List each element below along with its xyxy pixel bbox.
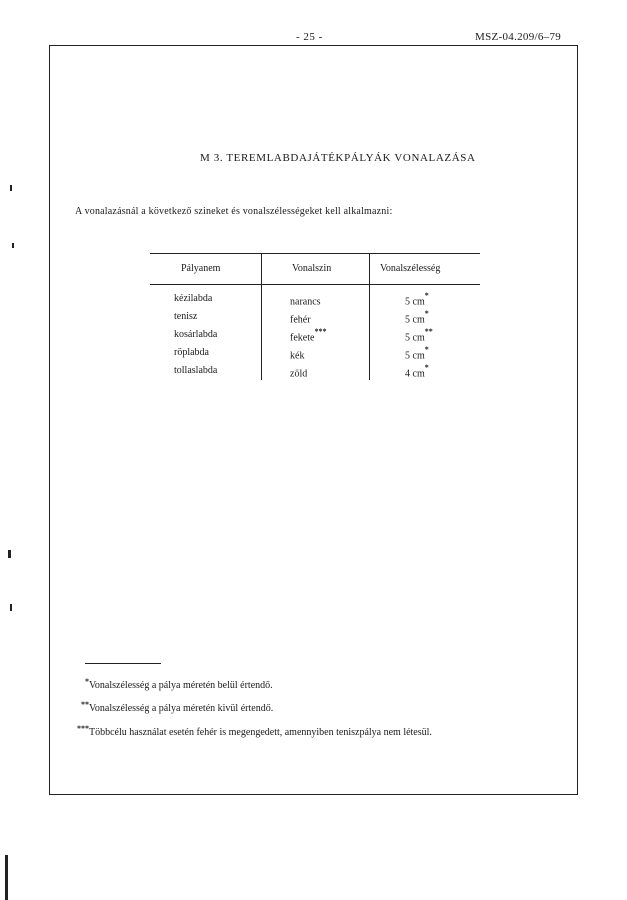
footnote-separator <box>85 663 161 664</box>
table-cell-color: fekete*** <box>290 327 327 344</box>
table-cell-sport: röplabda <box>174 347 209 358</box>
table-header-width: Vonalszélesség <box>380 263 441 274</box>
scan-speck <box>10 604 12 611</box>
scan-speck <box>8 550 11 558</box>
section-title: M 3. TEREMLABDAJÁTÉKPÁLYÁK VONALAZÁSA <box>200 152 476 164</box>
table-header-rule <box>150 284 480 285</box>
page-number: - 25 - <box>296 31 323 43</box>
table-top-rule <box>150 253 480 254</box>
table-column-divider <box>261 253 262 380</box>
table-cell-color: kék <box>290 350 305 362</box>
table-cell-color: zöld <box>290 368 308 380</box>
table-header-color: Vonalszin <box>292 263 332 274</box>
table-column-divider <box>369 253 370 380</box>
footnote-1: *Vonalszélesség a pálya méretén belül értendő. <box>85 677 273 691</box>
scan-speck <box>5 855 8 900</box>
footnote-2: **Vonalszélesség a pálya méretén kivül értendő. <box>81 700 274 714</box>
table-cell-width: 5 cm* <box>405 291 429 308</box>
table-cell-width: 5 cm* <box>405 345 429 362</box>
table-cell-sport: kézilabda <box>174 293 213 304</box>
table-header-sport: Pályanem <box>181 263 221 274</box>
table-cell-width: 4 cm* <box>405 363 429 380</box>
table-cell-color: fehér <box>290 314 311 326</box>
footnote-3: ***Többcélu használat esetén fehér is megengedett, amennyiben teniszpálya nem létesül. <box>77 724 432 738</box>
intro-paragraph: A vonalazásnál a következő szineket és vonalszélességeket kell alkalmazni: <box>75 206 393 217</box>
scan-speck <box>10 185 12 191</box>
table-cell-sport: tenisz <box>174 311 198 322</box>
table-cell-width: 5 cm** <box>405 327 433 344</box>
table-cell-width: 5 cm* <box>405 309 429 326</box>
table-cell-color: narancs <box>290 296 321 308</box>
standard-code: MSZ-04.209/6–79 <box>475 31 562 43</box>
scan-speck <box>12 243 14 248</box>
table-cell-sport: kosárlabda <box>174 329 218 340</box>
table-cell-sport: tollaslabda <box>174 365 218 376</box>
line-width-table <box>150 253 480 380</box>
